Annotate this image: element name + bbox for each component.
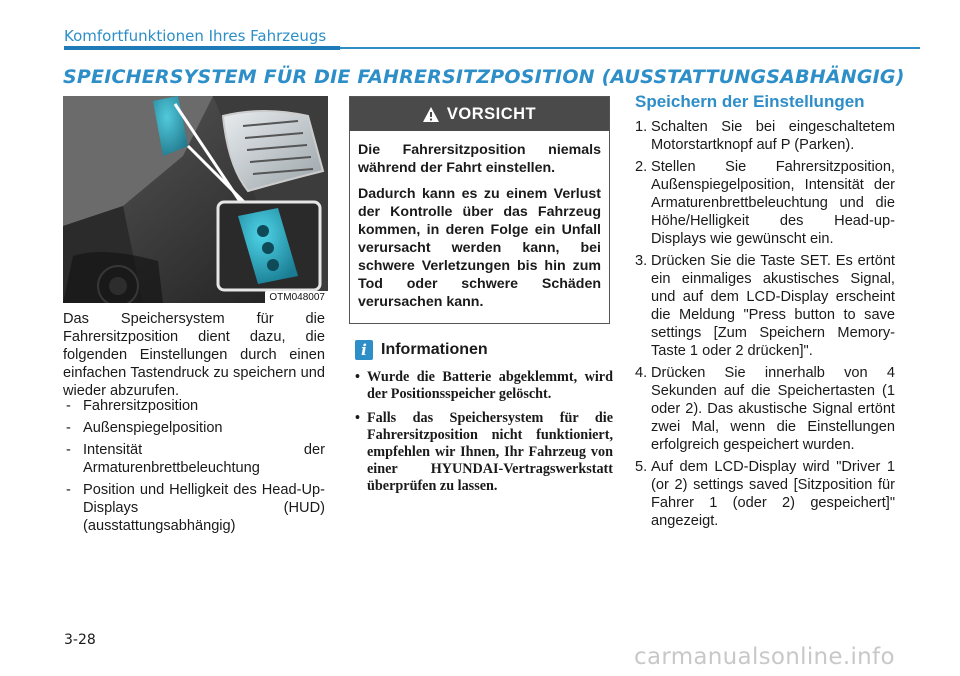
door-panel-illustration (63, 96, 328, 303)
info-icon: i (355, 340, 373, 360)
intro-paragraph: Das Speichersystem für die Fahrersitzposition dient dazu, die folgenden Einstellungen durch einen einfachen Tastendruck zu speichern und wieder abzurufen. (63, 311, 325, 399)
list-item: - Intensität der Armaturenbrettbeleuchtung (63, 441, 325, 477)
caution-body (350, 131, 609, 311)
caution-label: VORSICHT (446, 104, 537, 123)
information-section (355, 340, 613, 502)
step-text: Stellen Sie Fahrersitzposition, Außenspiegelposition, Intensität der Armaturenbrettbeleuchtung und die Höhe/Helligkeit des Head-up-Displays wie gewünscht ein. (651, 159, 895, 247)
warning-icon (423, 107, 439, 122)
caution-box (349, 96, 610, 324)
information-list (355, 369, 613, 495)
information-title: Informationen (381, 341, 488, 358)
step-item (635, 364, 895, 454)
information-header (355, 340, 613, 360)
stored-settings-list (63, 397, 325, 539)
step-text: Drücken Sie die Taste SET. Es ertönt ein einmaliges akustisches Signal, und auf dem LCD-Display erscheint die Meldung "Press button to save settings [Zum Speichern Memory-Taste 1 oder 2 drücken]". (651, 253, 895, 359)
header-rule (340, 47, 920, 49)
caution-text: Dadurch kann es zu einem Verlust der Kontrolle über das Fahrzeug kommen, in deren Folge ein Unfall verursacht werden kann, bei schwere Verletzungen bis hin zum Tod oder schwere Schäden verursachen kann. (358, 186, 601, 310)
step-text: Drücken Sie innerhalb von 4 Sekunden auf die Speichertasten (1 oder 2). Das akustische Signal ertönt zwei Mal, wenn die Einstellungen erfolgreich gespeichert wurden. (651, 365, 895, 453)
section-subtitle: Speichern der Einstellungen (635, 92, 865, 111)
list-item: - Außenspiegelposition (63, 419, 325, 437)
step-item (635, 158, 895, 248)
page-title: SPEICHERSYSTEM FÜR DIE FAHRERSITZPOSITION (AUSSTATTUNGSABHÄNGIG) (63, 66, 905, 88)
step-text: Schalten Sie bei eingeschaltetem Motorstartknopf auf P (Parken). (651, 119, 895, 153)
caution-text: Die Fahrersitzposition niemals während der Fahrt einstellen. (358, 142, 601, 176)
list-item: - Fahrersitzposition (63, 397, 325, 415)
list-item: - Position und Helligkeit des Head-Up-Displays (HUD) (ausstattungsabhängig) (63, 481, 325, 535)
step-number: 3. (635, 253, 648, 269)
section-header: Komfortfunktionen Ihres Fahrzeugs (64, 27, 327, 45)
list-item: • Wurde die Batterie abgeklemmt, wird der Positionsspeicher gelöscht. (355, 369, 613, 403)
step-number: 2. (635, 159, 648, 175)
figure-code: OTM048007 (265, 291, 328, 303)
step-number: 4. (635, 365, 648, 381)
header-bar (64, 46, 340, 50)
steps-list (635, 118, 895, 534)
page-number: 3-28 (64, 632, 96, 648)
step-number: 5. (635, 459, 648, 475)
step-item (635, 118, 895, 154)
step-item (635, 252, 895, 360)
step-number: 1. (635, 119, 648, 135)
step-item (635, 458, 895, 530)
caution-header (350, 97, 609, 131)
door-panel-photo (63, 96, 328, 303)
watermark-link[interactable]: carmanualsonline.info (634, 644, 895, 670)
step-text: Auf dem LCD-Display wird "Driver 1 (or 2) settings saved [Sitzposition für Fahrer 1 (oder 2) gespeichert]" angezeigt. (651, 459, 895, 529)
list-item: • Falls das Speichersystem für die Fahrersitzposition nicht funktioniert, empfehlen wir Ihnen, Ihr Fahrzeug von einer HYUNDAI-Vertragswerkstatt überprüfen zu lassen. (355, 410, 613, 495)
